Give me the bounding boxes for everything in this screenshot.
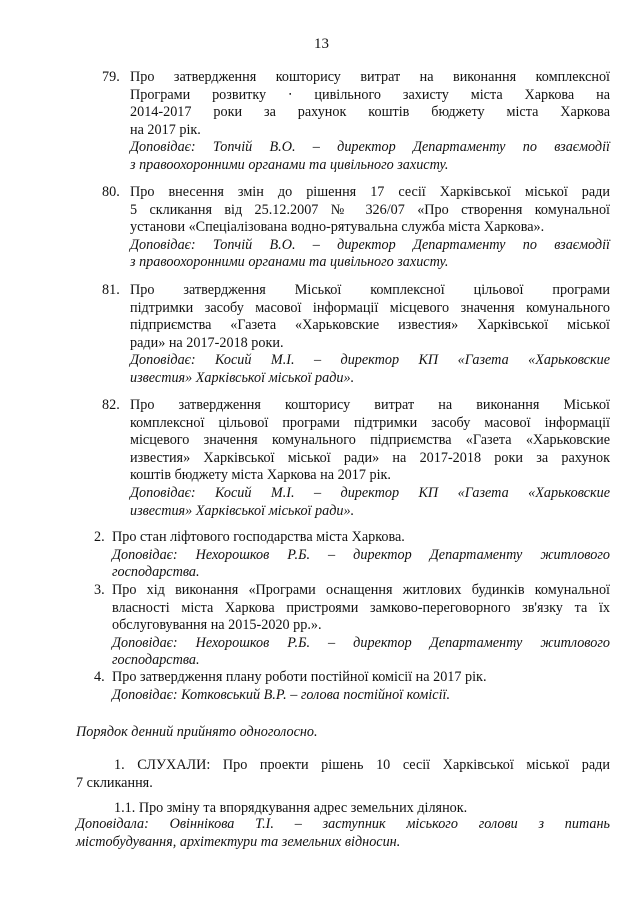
item-text-line: Про хід виконання «Програми оснащення житлових будинків комунальної [112, 582, 610, 598]
subitem-1-1: 1.1. Про зміну та впорядкування адрес земельних ділянок. [114, 800, 468, 816]
heard-line-2: 7 скликання. [76, 774, 153, 791]
item-text-line: установи «Спеціалізована водно-рятувальна служба міста Харкова». [130, 219, 545, 236]
item-text-line: підприємства «Газета «Харьковские известия» Харківської міської [130, 317, 610, 334]
agenda-item-3 [94, 582, 610, 670]
item-text-line: Про стан ліфтового господарства міста Харкова. [112, 529, 405, 545]
item-number: 80. [102, 184, 120, 200]
item-text-line: ради» на 2017-2018 роки. [130, 334, 284, 351]
speaker-line: известия» Харківської міської ради». [130, 502, 355, 519]
page-number: 13 [314, 36, 329, 52]
reporter-line-1: Доповідала: Овіннікова Т.І. – заступник міського голови з питань [76, 816, 610, 832]
reporter-paragraph [76, 816, 610, 851]
item-text-line: власності міста Харкова пристроями замково-переговорного зв'язку та їх [112, 599, 610, 616]
item-text-line: Про затвердження кошторису витрат на виконання Міської [130, 397, 610, 413]
speaker-line: Доповідає: Топчій В.О. – директор Департаменту по взаємодії [130, 139, 610, 156]
speaker-line: Доповідає: Косий М.І. – директор КП «Газета «Харьковские [130, 352, 610, 369]
agenda-item-2 [94, 529, 610, 582]
agenda-adopted-note: Порядок денний прийнято одноголосно. [76, 724, 318, 740]
speaker-line: Доповідає: Нехорошков Р.Б. – директор Департаменту житлового [112, 546, 610, 563]
agenda-subitem-82 [102, 397, 610, 520]
item-number: 82. [102, 397, 120, 413]
agenda-subitem-80 [102, 184, 610, 272]
agenda-subitem-79 [102, 69, 610, 175]
speaker-line: Доповідає: Котковський В.Р. – голова постійної комісії. [112, 686, 451, 703]
item-text-line: місцевого значення комунального підприємства «Газета «Харьковские [130, 432, 610, 449]
item-text-line: Про затвердження плану роботи постійної комісії на 2017 рік. [112, 669, 487, 685]
reporter-line-2: містобудування, архітектури та земельних відносин. [76, 833, 401, 850]
item-text-line: 5 скликання від 25.12.2007 № 326/07 «Про створення комунальної [130, 201, 610, 218]
item-number: 81. [102, 282, 120, 298]
item-number: 2. [94, 529, 105, 545]
speaker-line: Доповідає: Нехорошков Р.Б. – директор Департаменту житлового [112, 634, 610, 651]
item-text-line: Програми розвитку ‧ цивільного захисту міста Харкова на [130, 86, 610, 103]
item-text-line: підтримки засобу масової інформації місцевого значення комунального [130, 299, 610, 316]
heard-line-1: 1. СЛУХАЛИ: Про проекти рішень 10 сесії Харківської міської ради [114, 757, 610, 773]
item-text-line: на 2017 рік. [130, 121, 201, 138]
speaker-line: Доповідає: Топчій В.О. – директор Департаменту по взаємодії [130, 236, 610, 253]
item-text-line: Про затвердження Міської комплексної цільової програми [130, 282, 610, 298]
item-text-line: Про затвердження кошторису витрат на виконання комплексної [130, 69, 610, 85]
item-number: 3. [94, 582, 105, 598]
item-number: 79. [102, 69, 120, 85]
item-text-line: Про внесення змін до рішення 17 сесії Харківської міської ради [130, 184, 610, 200]
speaker-line: известия» Харківської міської ради». [130, 369, 355, 386]
item-text-line: комплексної цільової програми підтримки засобу масової інформації [130, 414, 610, 431]
item-text-line: обслуговування на 2015-2020 рр.». [112, 617, 322, 634]
item-number: 4. [94, 669, 105, 685]
item-text-line: 2014-2017 роки за рахунок коштів бюджету міста Харкова [130, 104, 610, 121]
agenda-subitem-81 [102, 282, 610, 388]
speaker-line: господарства. [112, 564, 200, 581]
speaker-line: з правоохоронними органами та цивільного захисту. [130, 156, 449, 173]
heard-paragraph [76, 757, 610, 792]
item-text-line: коштів бюджету міста Харкова на 2017 рік. [130, 467, 391, 484]
speaker-line: господарства. [112, 652, 200, 669]
speaker-line: з правоохоронними органами та цивільного захисту. [130, 254, 449, 271]
item-text-line: известия» Харківської міської ради» на 2017-2018 роки за рахунок [130, 449, 610, 466]
agenda-item-4 [94, 669, 610, 704]
speaker-line: Доповідає: Косий М.І. – директор КП «Газета «Харьковские [130, 484, 610, 501]
